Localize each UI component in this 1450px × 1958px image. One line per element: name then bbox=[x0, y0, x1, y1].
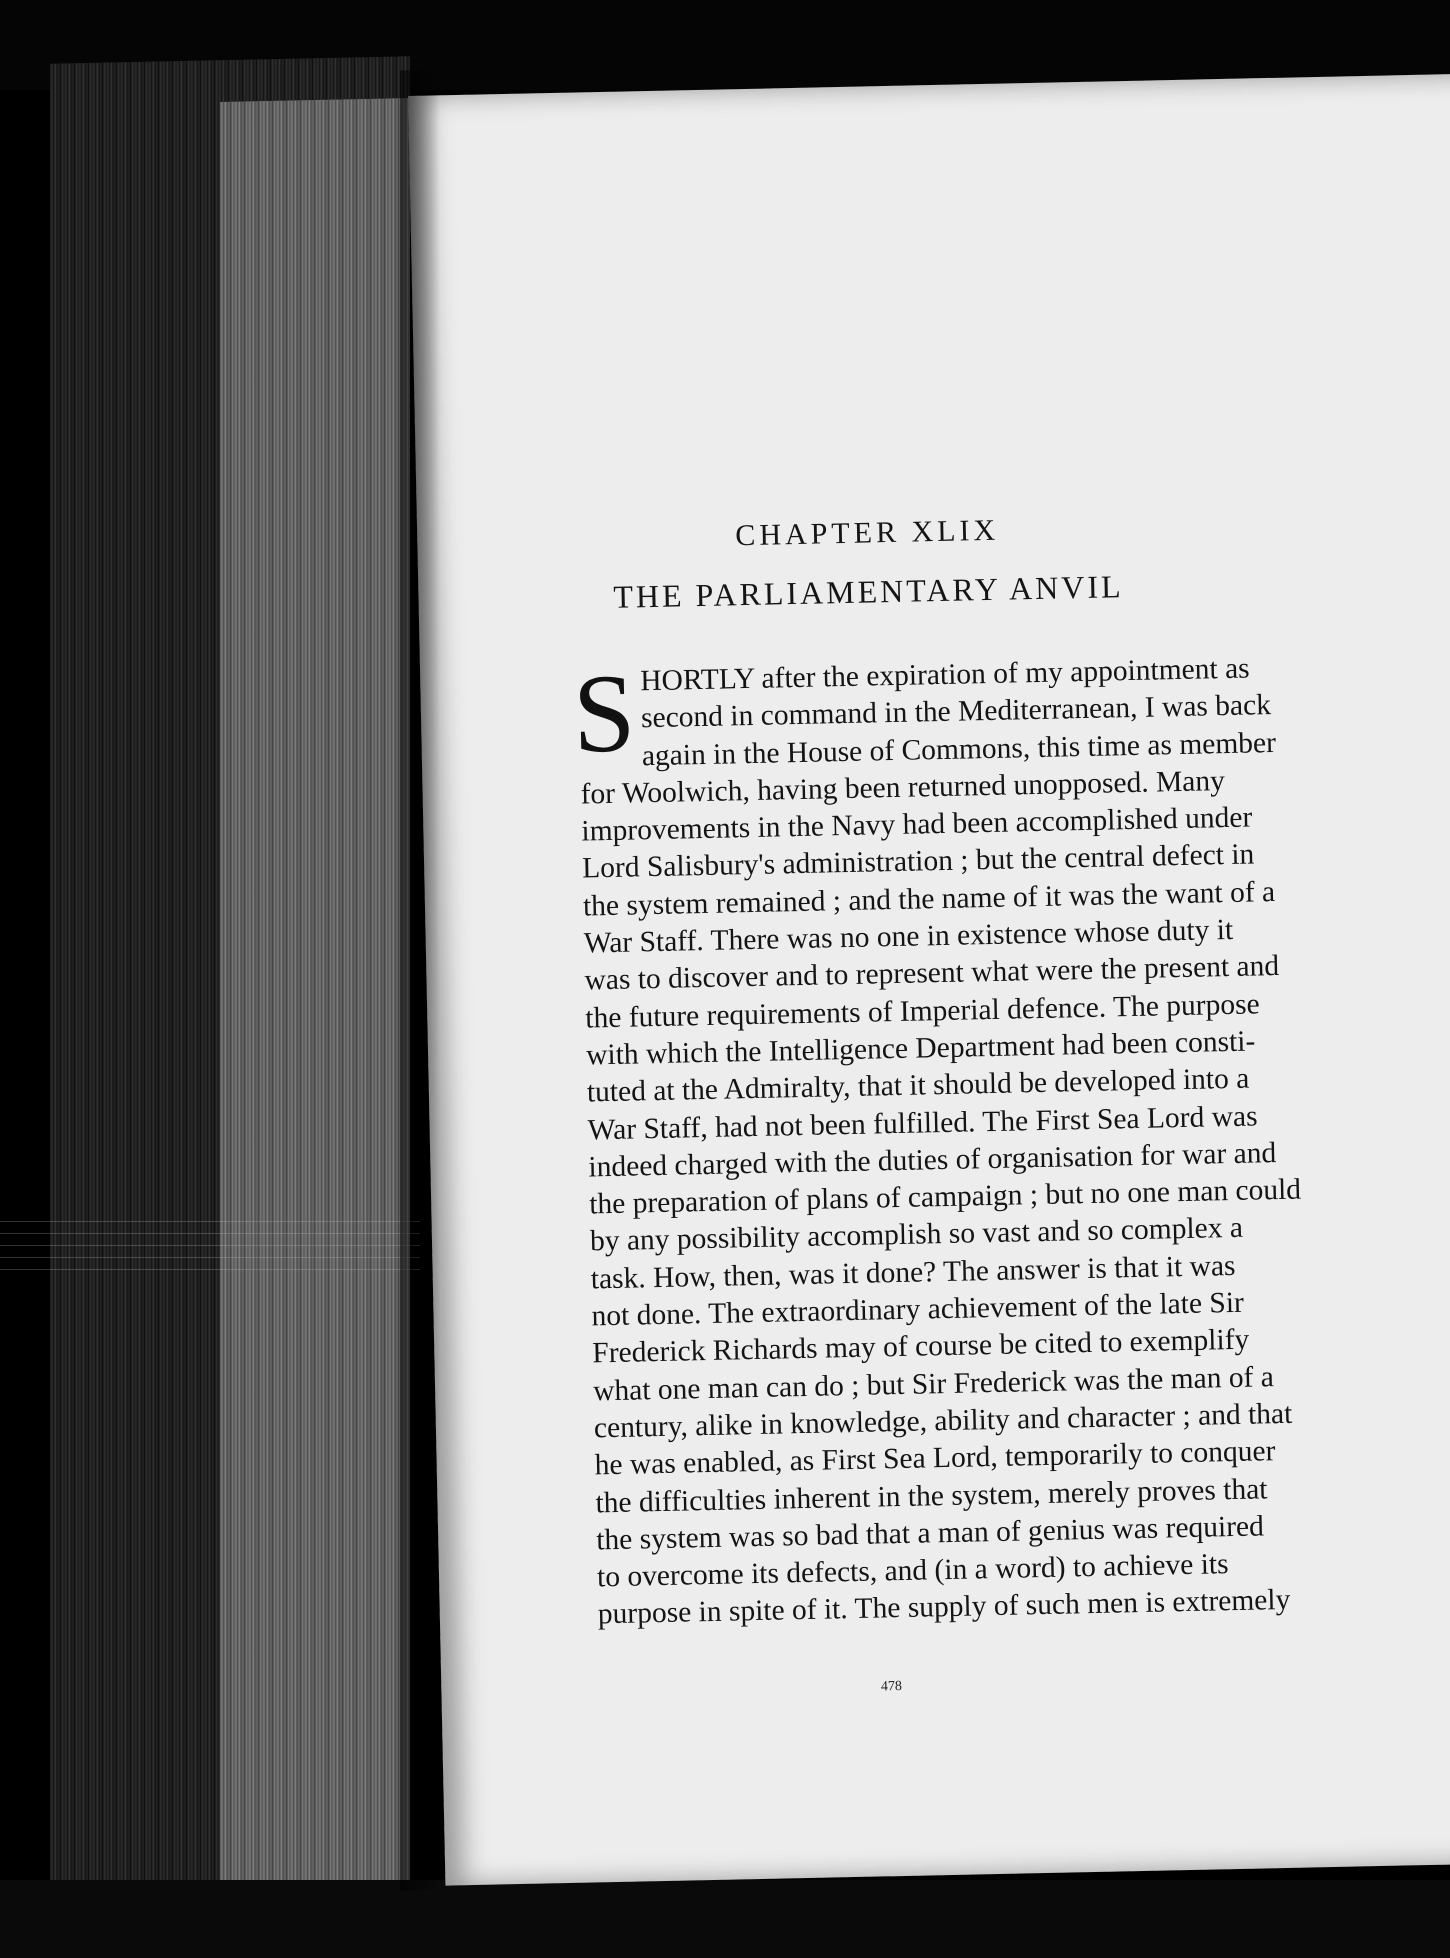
text-line: second in command in the Mediterranean, I was back bbox=[640, 689, 1272, 735]
text-line: with which the Intelligence Department had been consti- bbox=[585, 1025, 1256, 1072]
text-line: century, alike in knowledge, ability and character ; and that bbox=[593, 1397, 1293, 1445]
text-line: improvements in the Navy had been accomplished under bbox=[581, 801, 1253, 848]
text-line: the system remained ; and the name of it was the want of a bbox=[582, 875, 1276, 923]
text-line: what one man can do ; but Sir Frederick was the man of a bbox=[592, 1360, 1275, 1408]
text-line: War Staff. There was no one in existence whose duty it bbox=[583, 913, 1234, 960]
text-line: the future requirements of Imperial defence. The purpose bbox=[585, 988, 1260, 1035]
text-line: was to discover and to represent what were the present and bbox=[584, 950, 1280, 997]
text-line: tuted at the Admiralty, that it should be developed into a bbox=[586, 1062, 1250, 1109]
text-line: War Staff, had not been fulfilled. The First Sea Lord was bbox=[587, 1099, 1258, 1147]
text-line: by any possibility accomplish so vast and so complex a bbox=[589, 1212, 1244, 1258]
text-line: to overcome its defects, and (in a word) to achieve its bbox=[596, 1548, 1229, 1594]
book-page bbox=[408, 73, 1450, 1886]
scan-artifact-lines bbox=[0, 1210, 420, 1270]
text-line: the preparation of plans of campaign ; but no one man could bbox=[588, 1173, 1302, 1221]
text-line: purpose in spite of it. The supply of such men is extremely bbox=[597, 1584, 1291, 1631]
chapter-heading: CHAPTER XLIX bbox=[735, 513, 1000, 553]
text-line: he was enabled, as First Sea Lord, temporarily to conquer bbox=[594, 1435, 1276, 1482]
gutter-shadow bbox=[400, 70, 440, 1891]
drop-cap: S bbox=[571, 651, 637, 777]
scan-bottom-border bbox=[0, 1880, 1450, 1958]
text-line: not done. The extraordinary achievement of the late Sir bbox=[591, 1286, 1245, 1333]
text-line: HORTLY after the expiration of my appointment as bbox=[639, 652, 1250, 698]
text-line: again in the House of Commons, this time as member bbox=[641, 726, 1277, 772]
chapter-title: THE PARLIAMENTARY ANVIL bbox=[613, 568, 1124, 615]
text-line: the system was so bad that a man of genius was required bbox=[595, 1510, 1265, 1557]
text-line: for Woolwich, having been returned unopposed. Many bbox=[580, 764, 1226, 811]
chapter-body bbox=[571, 646, 1450, 1634]
text-line: Lord Salisbury's administration ; but the central defect in bbox=[581, 838, 1255, 886]
text-line: Frederick Richards may of course be cited to exemplify bbox=[592, 1324, 1250, 1370]
text-line: task. How, then, was it done? The answer is that it was bbox=[590, 1249, 1236, 1296]
book-page-edges-highlight bbox=[220, 98, 410, 1892]
page-number: 478 bbox=[880, 1679, 903, 1695]
text-line: the difficulties inherent in the system, merely proves that bbox=[595, 1472, 1268, 1519]
text-line: indeed charged with the duties of organisation for war and bbox=[588, 1136, 1277, 1184]
